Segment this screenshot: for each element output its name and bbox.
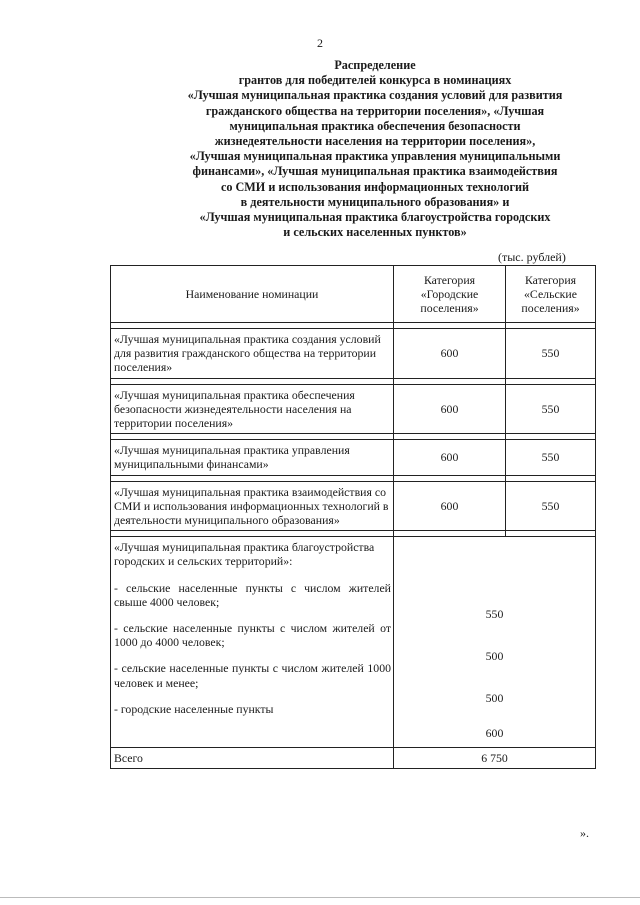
title-line: «Лучшая муниципальная практика создания условий для развития bbox=[187, 88, 563, 103]
nomination-name: «Лучшая муниципальная практика взаимодействия со СМИ и использования информационных технологий в деятельности муниципального образования» bbox=[111, 481, 394, 531]
rural-value: 550 bbox=[506, 440, 596, 475]
page-number: 2 bbox=[317, 36, 323, 50]
title-line: муниципальная практика обеспечения безопасности bbox=[229, 118, 521, 133]
total-label: Всего bbox=[111, 748, 394, 769]
subcategory-label: - городские населенные пункты bbox=[114, 701, 274, 716]
improvement-row bbox=[111, 537, 596, 748]
nomination-name: «Лучшая муниципальная практика управления муниципальными финансами» bbox=[111, 440, 394, 475]
table-row bbox=[111, 481, 596, 531]
improvement-name-cell bbox=[111, 537, 394, 748]
header-urban-cell bbox=[394, 266, 506, 323]
title-line: Распределение bbox=[334, 58, 416, 72]
title-line: финансами», «Лучшая муниципальная практика взаимодействия bbox=[192, 164, 558, 179]
title-line: и сельских населенных пунктов» bbox=[283, 225, 467, 240]
urban-value: 600 bbox=[394, 481, 506, 531]
document-title bbox=[110, 58, 640, 240]
subcategory-value: 550 bbox=[485, 607, 504, 622]
rural-value: 550 bbox=[506, 384, 596, 434]
table-row bbox=[111, 384, 596, 434]
header-name-cell: Наименование номинации bbox=[111, 266, 394, 323]
table-row bbox=[111, 329, 596, 379]
closing-quote: ». bbox=[580, 826, 589, 840]
subcategory-value: 500 bbox=[485, 649, 504, 664]
header-rural-line: Категория bbox=[524, 272, 577, 287]
header-urban-line: «Городские bbox=[420, 286, 479, 301]
subcategory-value: 500 bbox=[485, 691, 504, 706]
title-line: жизнедеятельности населения на территории поселения», bbox=[214, 134, 536, 149]
title-line: со СМИ и использования информационных технологий bbox=[220, 179, 530, 194]
title-line: «Лучшая муниципальная практика благоустройства городских bbox=[199, 210, 551, 225]
urban-value: 600 bbox=[394, 440, 506, 475]
title-line: в деятельности муниципального образования» и bbox=[240, 194, 510, 209]
subcategory-value: 600 bbox=[485, 726, 504, 741]
header-urban-line: Категория bbox=[423, 272, 476, 287]
improvement-values-cell bbox=[394, 537, 596, 748]
units-label: (тыс. рублей) bbox=[498, 250, 566, 264]
header-rural-line: поселения» bbox=[521, 301, 580, 316]
subcategory-label: - сельские населенные пункты с числом жителей свыше 4000 человек; bbox=[114, 580, 391, 609]
header-rural-line: «Сельские bbox=[524, 286, 577, 301]
nomination-name: «Лучшая муниципальная практика обеспечения безопасности жизнедеятельности населения на территории поселения» bbox=[111, 384, 394, 434]
total-row bbox=[111, 748, 596, 769]
header-urban-line: поселения» bbox=[420, 301, 479, 316]
nomination-name: «Лучшая муниципальная практика создания условий для развития гражданского общества на территории поселения» bbox=[111, 329, 394, 379]
grants-table bbox=[110, 265, 596, 769]
improvement-title: «Лучшая муниципальная практика благоустройства городских и сельских территорий»: bbox=[114, 540, 375, 569]
title-line: грантов для победителей конкурса в номинациях bbox=[238, 73, 512, 88]
subcategory-label: - сельские населенные пункты с числом жителей от 1000 до 4000 человек; bbox=[114, 621, 391, 650]
total-value: 6 750 bbox=[394, 748, 596, 769]
header-rural-cell bbox=[506, 266, 596, 323]
rural-value: 550 bbox=[506, 329, 596, 379]
title-line: «Лучшая муниципальная практика управления муниципальными bbox=[189, 149, 561, 164]
title-line: гражданского общества на территории поселения», «Лучшая bbox=[205, 103, 545, 118]
page-bottom-divider bbox=[0, 897, 640, 898]
rural-value: 550 bbox=[506, 481, 596, 531]
urban-value: 600 bbox=[394, 329, 506, 379]
table-row bbox=[111, 440, 596, 475]
urban-value: 600 bbox=[394, 384, 506, 434]
table-header-row bbox=[111, 266, 596, 323]
subcategory-label: - сельские населенные пункты с числом жителей 1000 человек и менее; bbox=[114, 661, 391, 690]
